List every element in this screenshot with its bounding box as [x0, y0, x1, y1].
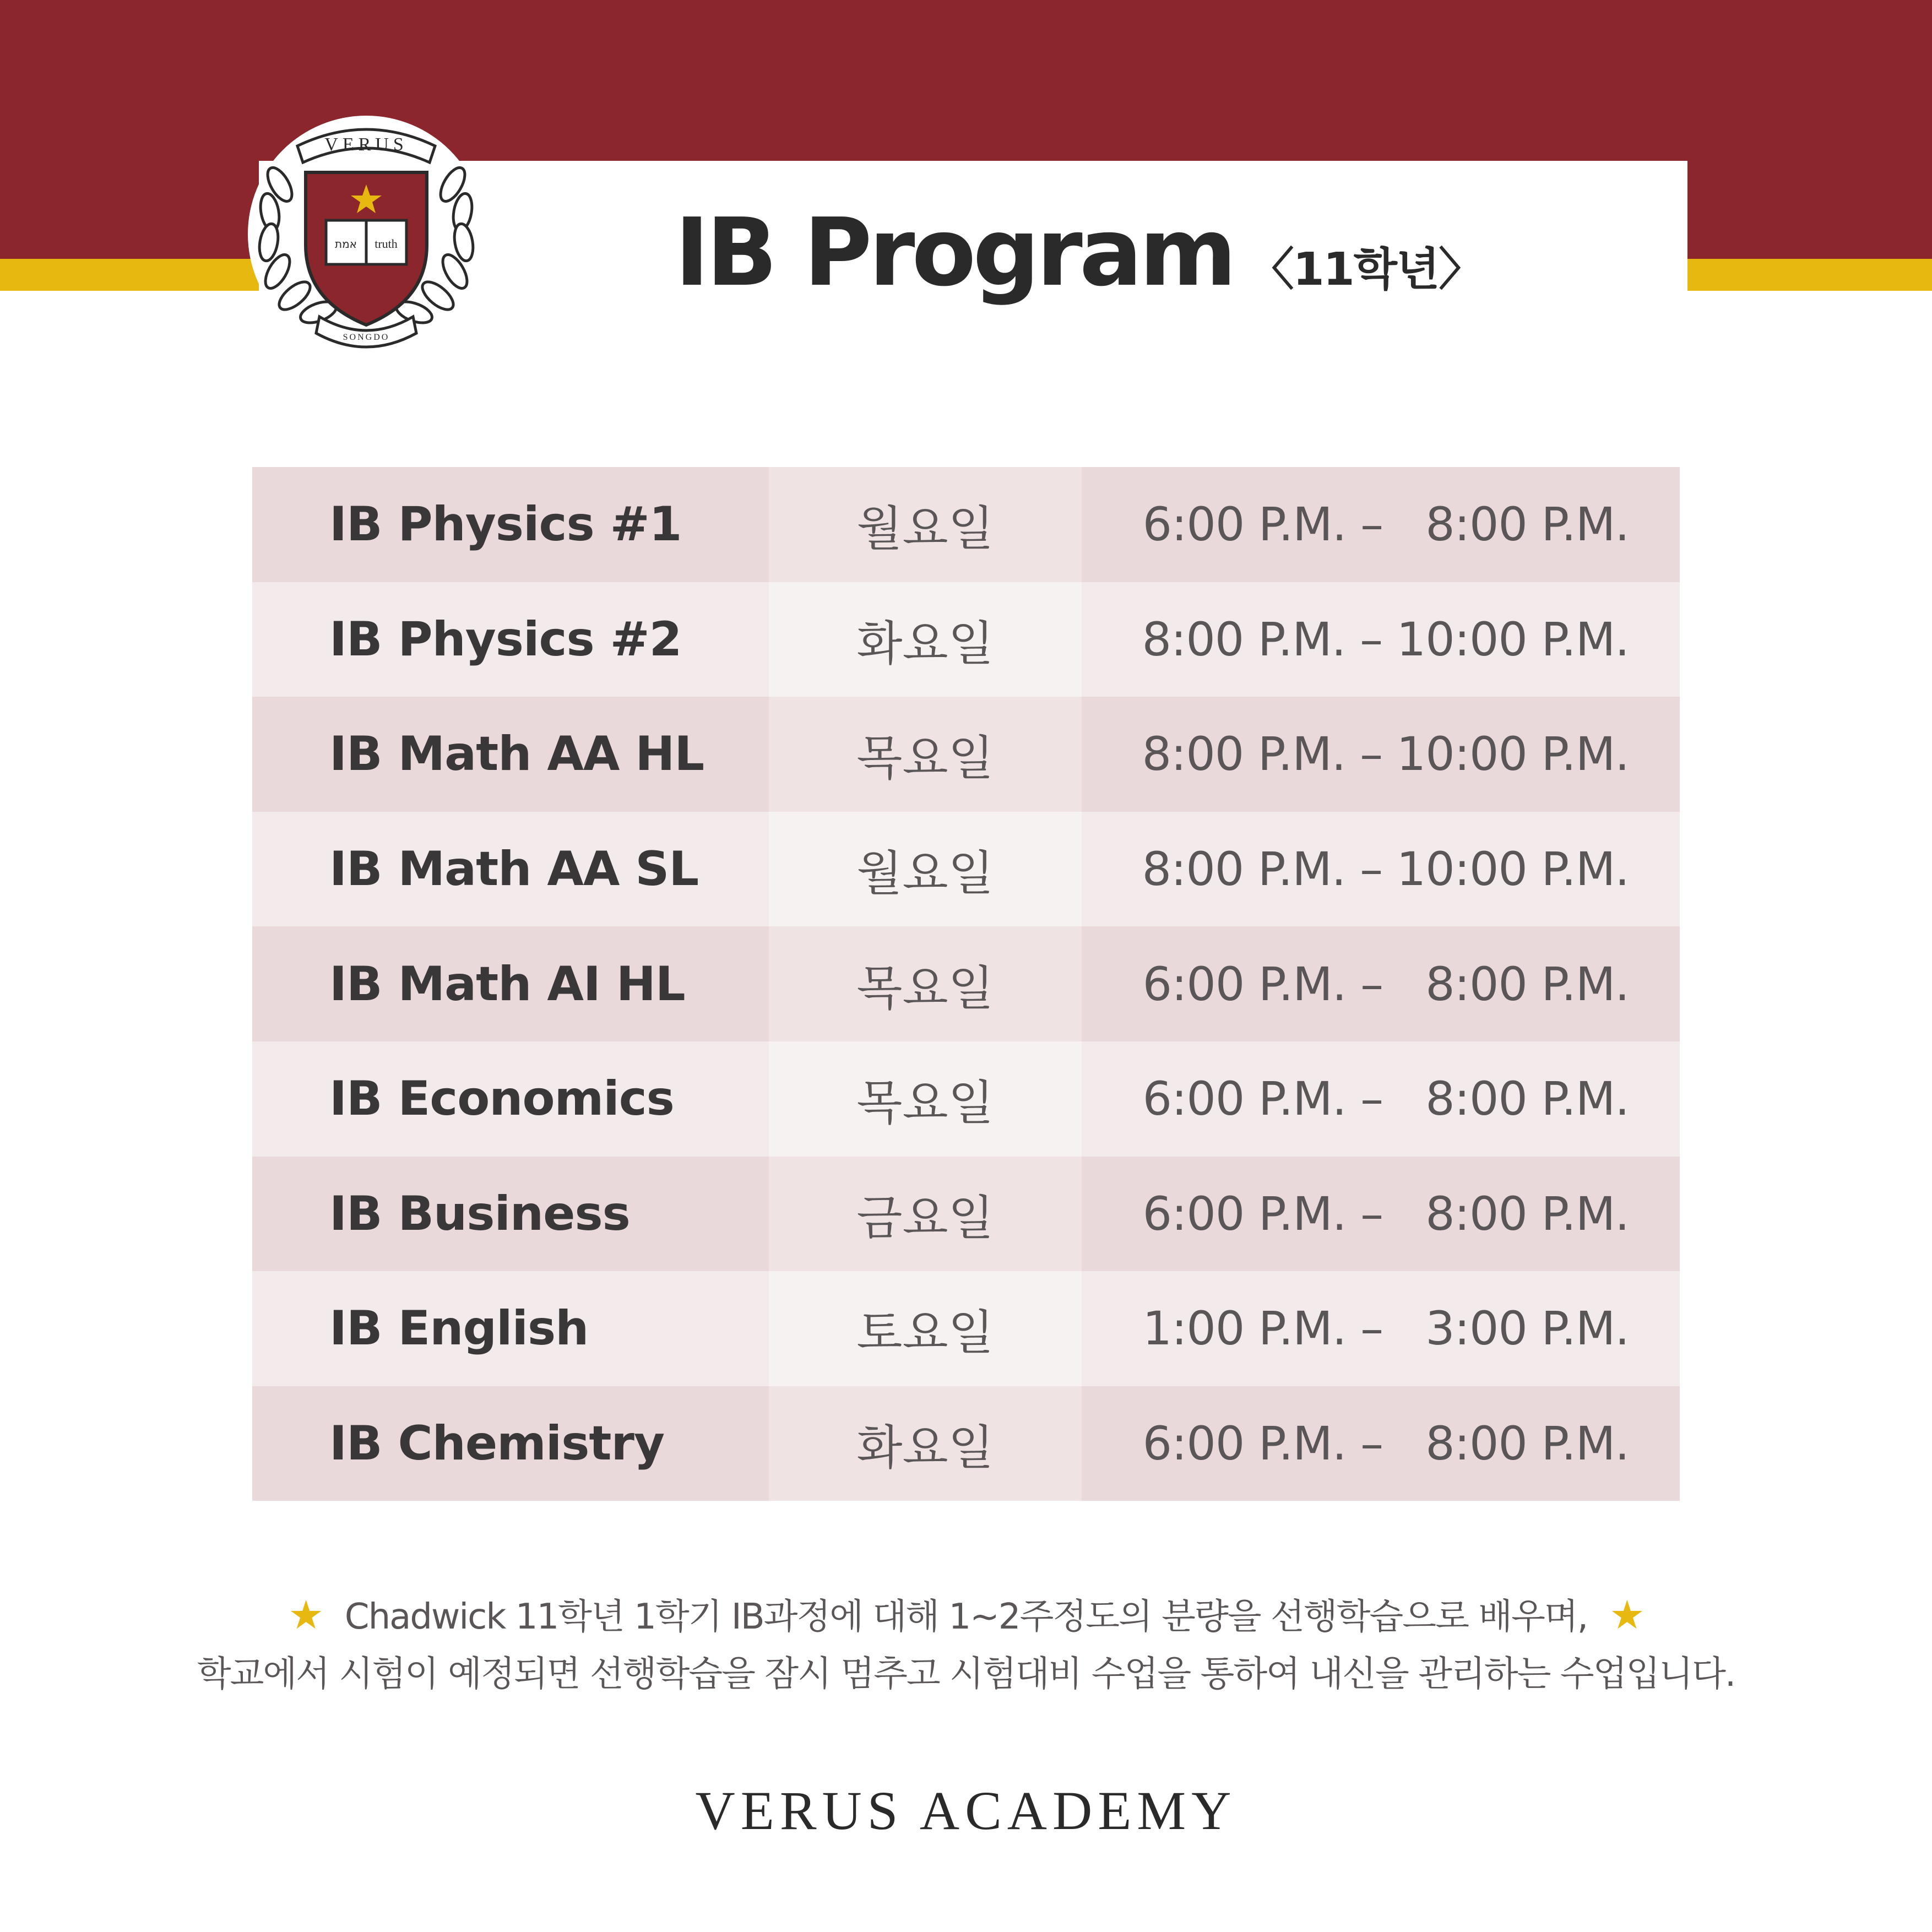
course-time: 6:00 P.M. – 8:00 P.M.	[1082, 1386, 1680, 1501]
note-line-1	[0, 1586, 1932, 1646]
course-name: IB Math AA SL	[252, 812, 769, 927]
table-row	[252, 926, 1680, 1041]
footer-brand: VERUS ACADEMY	[695, 1780, 1237, 1841]
course-name: IB Economics	[252, 1041, 769, 1157]
course-day: 목요일	[769, 926, 1082, 1041]
course-time: 1:00 P.M. – 3:00 P.M.	[1082, 1271, 1680, 1386]
star-icon: ★	[1609, 1592, 1644, 1638]
table-row	[252, 1041, 1680, 1157]
course-time: 6:00 P.M. – 8:00 P.M.	[1082, 1157, 1680, 1272]
accent-stripe-right	[1687, 259, 1932, 291]
course-time: 6:00 P.M. – 8:00 P.M.	[1082, 1041, 1680, 1157]
course-day: 목요일	[769, 1041, 1082, 1157]
page-title	[675, 198, 1483, 319]
table-row	[252, 812, 1680, 927]
note-text-1: Chadwick 11학년 1학기 IB과정에 대해 1~2주정도의 분량을 선행학습으로 배우며,	[344, 1597, 1588, 1637]
course-time: 6:00 P.M. – 8:00 P.M.	[1082, 926, 1680, 1041]
table-row	[252, 1271, 1680, 1386]
svg-text:truth: truth	[375, 237, 398, 251]
star-icon: ★	[288, 1592, 323, 1638]
course-day: 월요일	[769, 467, 1082, 582]
schedule-table	[252, 467, 1680, 1501]
course-name: IB English	[252, 1271, 769, 1386]
course-time: 6:00 P.M. – 8:00 P.M.	[1082, 467, 1680, 582]
table-row	[252, 1386, 1680, 1501]
table-row	[252, 467, 1680, 582]
svg-text:אמת: אמת	[334, 237, 357, 251]
svg-text:VERUS: VERUS	[324, 134, 408, 155]
course-name: IB Chemistry	[252, 1386, 769, 1501]
course-day: 토요일	[769, 1271, 1082, 1386]
accent-stripe-left	[0, 259, 259, 291]
table-row	[252, 1157, 1680, 1272]
course-name: IB Math AI HL	[252, 926, 769, 1041]
table-row	[252, 697, 1680, 812]
course-time: 8:00 P.M. – 10:00 P.M.	[1082, 582, 1680, 697]
verus-crest-logo	[237, 102, 496, 361]
course-day: 화요일	[769, 582, 1082, 697]
course-name: IB Business	[252, 1157, 769, 1272]
table-row	[252, 582, 1680, 697]
svg-text:SONGDO: SONGDO	[343, 333, 390, 342]
title-main: IB Program	[675, 198, 1234, 307]
course-day: 월요일	[769, 812, 1082, 927]
course-day: 화요일	[769, 1386, 1082, 1501]
course-time: 8:00 P.M. – 10:00 P.M.	[1082, 697, 1680, 812]
title-grade: 〈11학년〉	[1249, 243, 1483, 296]
course-name: IB Physics #2	[252, 582, 769, 697]
course-name: IB Physics #1	[252, 467, 769, 582]
course-day: 금요일	[769, 1157, 1082, 1272]
course-name: IB Math AA HL	[252, 697, 769, 812]
course-time: 8:00 P.M. – 10:00 P.M.	[1082, 812, 1680, 927]
course-day: 목요일	[769, 697, 1082, 812]
note-line-2: 학교에서 시험이 예정되면 선행학습을 잠시 멈추고 시험대비 수업을 통하여 내신을 관리하는 수업입니다.	[197, 1654, 1735, 1695]
program-notes	[0, 1586, 1932, 1703]
